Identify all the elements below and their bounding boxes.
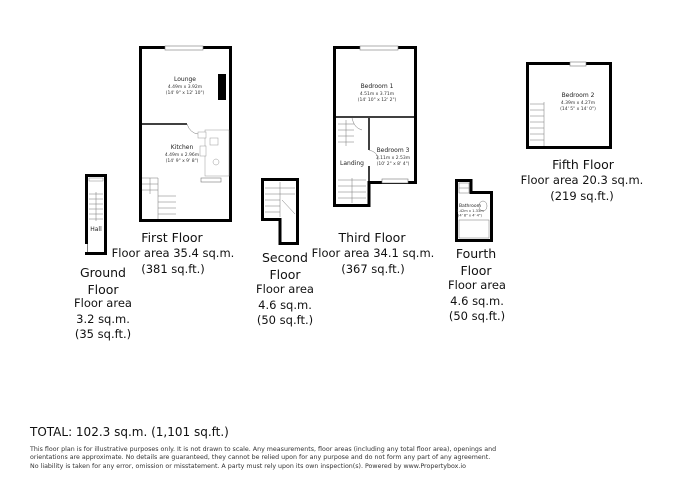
third-floor-window-top	[360, 46, 398, 50]
room-dims-imperial-bathroom: (4' 8" x 4' 4")	[458, 213, 482, 218]
fifth-floor-window	[570, 62, 586, 66]
room-dims-imperial-bedroom1: (14' 10" x 12' 2")	[357, 98, 397, 103]
first-floor-plan	[141, 46, 231, 221]
ground-floor-window	[89, 178, 103, 181]
room-dims-imperial-lounge: (14' 9" x 12' 10")	[165, 91, 205, 96]
third-floor-area: Floor area 34.1 sq.m. (367 sq.ft.)	[311, 246, 435, 276]
room-name-bedroom2: Bedroom 2	[561, 92, 595, 99]
room-name-bathroom: Bathroom	[458, 204, 482, 209]
fourth-floor-title: Fourth Floor	[455, 246, 497, 278]
room-dims-imperial-kitchen: (14' 9" x 9' 8")	[165, 159, 199, 164]
room-name-bedroom1: Bedroom 1	[360, 83, 394, 90]
second-floor-area: Floor area 4.6 sq.m. (50 sq.ft.)	[256, 282, 314, 327]
room-dims-imperial-bedroom3: (10' 2" x 8' 4")	[376, 162, 410, 167]
room-name-hall: Hall	[90, 226, 102, 233]
fourth-floor-plan	[456, 181, 491, 241]
room-name-landing: Landing	[340, 160, 364, 167]
total-floor-area: TOTAL: 102.3 sq.m. (1,101 sq.ft.)	[30, 425, 229, 439]
fifth-floor-plan	[528, 62, 611, 148]
first-floor-area: Floor area 35.4 sq.m. (381 sq.ft.)	[111, 246, 235, 276]
ground-floor-title: Ground Floor	[80, 265, 126, 297]
first-floor-window-top	[165, 46, 203, 50]
room-dims-imperial-bedroom2: (14' 5" x 14' 0")	[560, 107, 596, 112]
room-name-kitchen: Kitchen	[170, 144, 194, 151]
fifth-floor-area: Floor area 20.3 sq.m. (219 sq.ft.)	[520, 173, 644, 203]
second-floor-plan	[263, 180, 298, 244]
ground-floor-plan	[86, 176, 106, 254]
room-name-bedroom3: Bedroom 3	[376, 147, 410, 154]
room-name-lounge: Lounge	[173, 76, 197, 83]
first-floor-window-side	[201, 178, 221, 182]
room-dims-bedroom2: 4.39m x 4.27m	[560, 101, 596, 106]
room-dims-kitchen: 4.49m x 2.96m	[164, 153, 200, 158]
third-floor-window-bottom	[382, 179, 408, 183]
ground-floor-area: Floor area 3.2 sq.m. (35 sq.ft.)	[74, 296, 132, 341]
room-dims-bathroom: 1.42m x 1.33m	[456, 209, 484, 213]
chimney-breast	[218, 74, 226, 100]
room-dims-bedroom3: 3.11m x 2.53m	[375, 156, 411, 161]
fifth-floor-title: Fifth Floor	[552, 157, 614, 172]
disclaimer-text: This floor plan is for illustrative purposes only. It is not drawn to scale. Any measurements, floor areas (including any total floor area), openings and orientations are approximate. No details are guaranteed, they cannot be relied upon for any purpose and do not form any part of any agreement. No liability is taken for any error, omission or misstatement. A party must rely upon its own inspection(s). Powered by www.Propertybox.io	[30, 446, 497, 470]
second-floor-title: Second Floor	[261, 250, 308, 282]
fourth-floor-area: Floor area 4.6 sq.m. (50 sq.ft.)	[448, 278, 506, 323]
first-floor-title: First Floor	[141, 230, 203, 245]
third-floor-title: Third Floor	[338, 230, 406, 245]
third-floor-plan	[335, 46, 416, 206]
room-dims-bedroom1: 4.51m x 3.71m	[359, 92, 395, 97]
room-dims-lounge: 4.49m x 3.92m	[167, 85, 203, 90]
